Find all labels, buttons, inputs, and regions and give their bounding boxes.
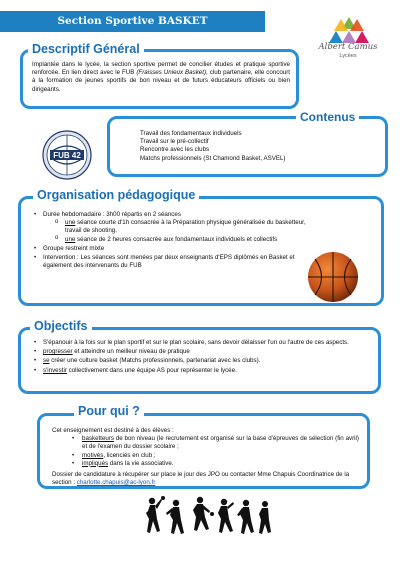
player-silhouette-3 (193, 497, 214, 531)
list-item: • basketteurs de bon niveau (le recrutement est organisé sur la base d'épreuves de sélection (fin avril) et de l'examen du dossier scolaire ; (72, 435, 359, 451)
fub-logo-text: FUB 42 (53, 151, 81, 160)
descriptif-heading: Descriptif Général (28, 41, 144, 58)
player-silhouette-1 (146, 496, 165, 533)
list-item: • motivés, licenciés en club ; (72, 452, 359, 460)
contenus-item: Travail sur le pré-collectif (140, 138, 209, 146)
list-item: • Durée hebdomadaire : 3h00 répartis en 2 séances o une séance courte d'1h consacrée à la Préparation physique généralisée du basketteur, travail de shooting. o une séance de 2 heures consacrée aux fondamentaux individuels et collectifs (33, 211, 315, 244)
list-item: o une séance de 2 heures consacrée aux fondamentaux individuels et collectifs (55, 236, 315, 244)
contact-email-link[interactable]: charlotte.chapuis@ac-lyon.fr (76, 479, 156, 487)
list-item: o une séance courte d'1h consacrée à la Préparation physique généralisée du basketteur, travail de shooting. (55, 219, 315, 235)
basketball-players-silhouettes (142, 493, 272, 553)
player-silhouette-6 (259, 501, 271, 534)
list-item: • Groupe restreint mixte (33, 245, 315, 253)
logo-name: Albert Camus (318, 42, 378, 52)
objectifs-section (18, 327, 381, 394)
descriptif-text: Implantée dans le lycée, la section sportive permet de concilier études et pratique sportive renforcée. En lien direct avec le FUB (Fraisses Unieux Basket), club partenaire, elle concourt à la formation de jeunes sportifs de bon niveau et de futurs éducateurs officiels ou bien dirigeants. (32, 61, 290, 93)
contenus-heading: Contenus (296, 110, 359, 126)
fub-club-logo (42, 130, 92, 180)
list-item: • se créer une culture basket (Matchs professionnels, partenariat avec les clubs). (33, 357, 370, 365)
list-item: • S'épanouir à la fois sur le plan sportif et sur le plan scolaire, sans devoir délaisser l'un ou l'autre de ces aspects. (33, 339, 370, 347)
logo-subtitle: Lycées (339, 53, 357, 59)
player-silhouette-5 (237, 500, 254, 534)
contenus-item: Matchs professionnels (St Chamond Basket, ASVEL) (140, 154, 286, 162)
list-item: • Intervention : Les séances sont menées par deux enseignants d'EPS diplômés en Basket et également des intervenants du FUB (33, 254, 315, 270)
pour-qui-section (37, 413, 370, 489)
dossier-text: Dossier de candidature à récupérer sur place le jour des JPO ou contacter Mme Chapuis Coordinatrice de la section : charlotte.chapuis@ac-lyon.fr (52, 470, 350, 487)
list-item: • s'investir collectivement dans une équipe AS pour représenter le lycée. (33, 367, 370, 375)
player-silhouette-4 (218, 499, 234, 533)
list-item: • impliqués dans la vie associative. (72, 460, 359, 468)
page-title: Section Sportive BASKET (0, 11, 265, 32)
contenus-item: Travail des fondamentaux individuels (140, 130, 242, 137)
objectifs-heading: Objectifs (30, 318, 92, 335)
pour-qui-heading: Pour qui ? (74, 403, 144, 420)
list-item: • progresser et atteindre un meilleur niveau de pratique (33, 348, 370, 356)
descriptif-section (20, 49, 299, 109)
pour-qui-intro: Cet enseignement est destiné à des élèves : (52, 427, 174, 434)
basketball-image (306, 250, 360, 304)
player-silhouette-2 (166, 500, 184, 534)
organisation-heading: Organisation pédagogique (33, 187, 199, 204)
contenus-item: Rencontre avec les clubs (140, 146, 210, 154)
